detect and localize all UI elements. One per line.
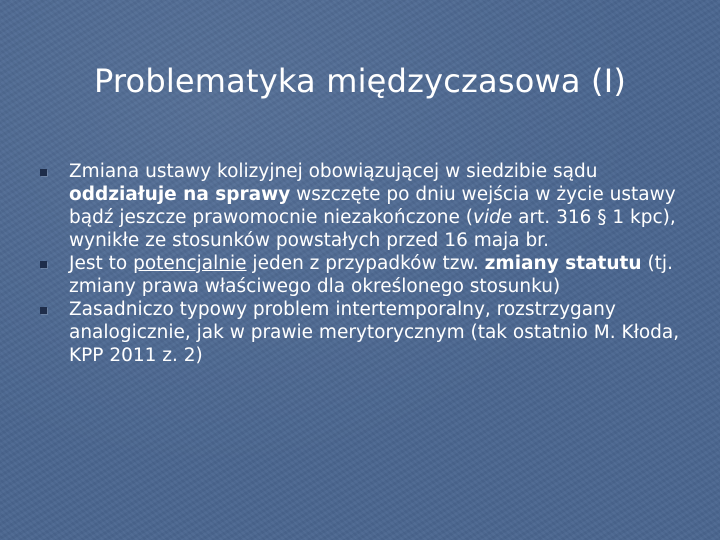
bullet-item [40,252,690,298]
italic-text-run: vide [473,207,513,228]
bullet-item [40,298,690,367]
bullet-text [69,299,679,366]
text-run: Jest to [69,253,134,274]
text-run: Zmiana ustawy kolizyjnej obowiązującej w siedzibie sądu [69,161,598,182]
bullet-list [40,160,690,367]
square-bullet-icon [40,169,47,176]
bullet-text [69,253,673,297]
text-run: art. 316 § 1 kpc), wynikłe ze stosunków powstałych przed 16 maja br. [69,207,676,251]
text-run: Zasadniczo typowy problem intertemporalny, rozstrzygany analogicznie, jak w prawie merytorycznym (tak ostatnio M. Kłoda, KPP 2011 z. 2) [69,299,680,366]
text-run: jeden z przypadków tzw. [246,253,485,274]
bullet-item [40,160,690,252]
text-run: wszczęte po dniu wejścia w życie ustawy bądź jeszcze prawomocnie niezakończone ( [69,184,676,228]
underlined-text-run: potencjalnie [133,253,247,274]
square-bullet-icon [40,307,47,314]
bold-text-run: oddziałuje na sprawy [69,184,291,205]
square-bullet-icon [40,261,47,268]
slide-title: Problematyka międzyczasowa (I) [93,62,627,100]
bold-text-run: zmiany statutu [484,253,642,274]
text-run: (tj. zmiany prawa właściwego dla określonego stosunku) [69,253,673,297]
bullet-text [69,161,676,251]
